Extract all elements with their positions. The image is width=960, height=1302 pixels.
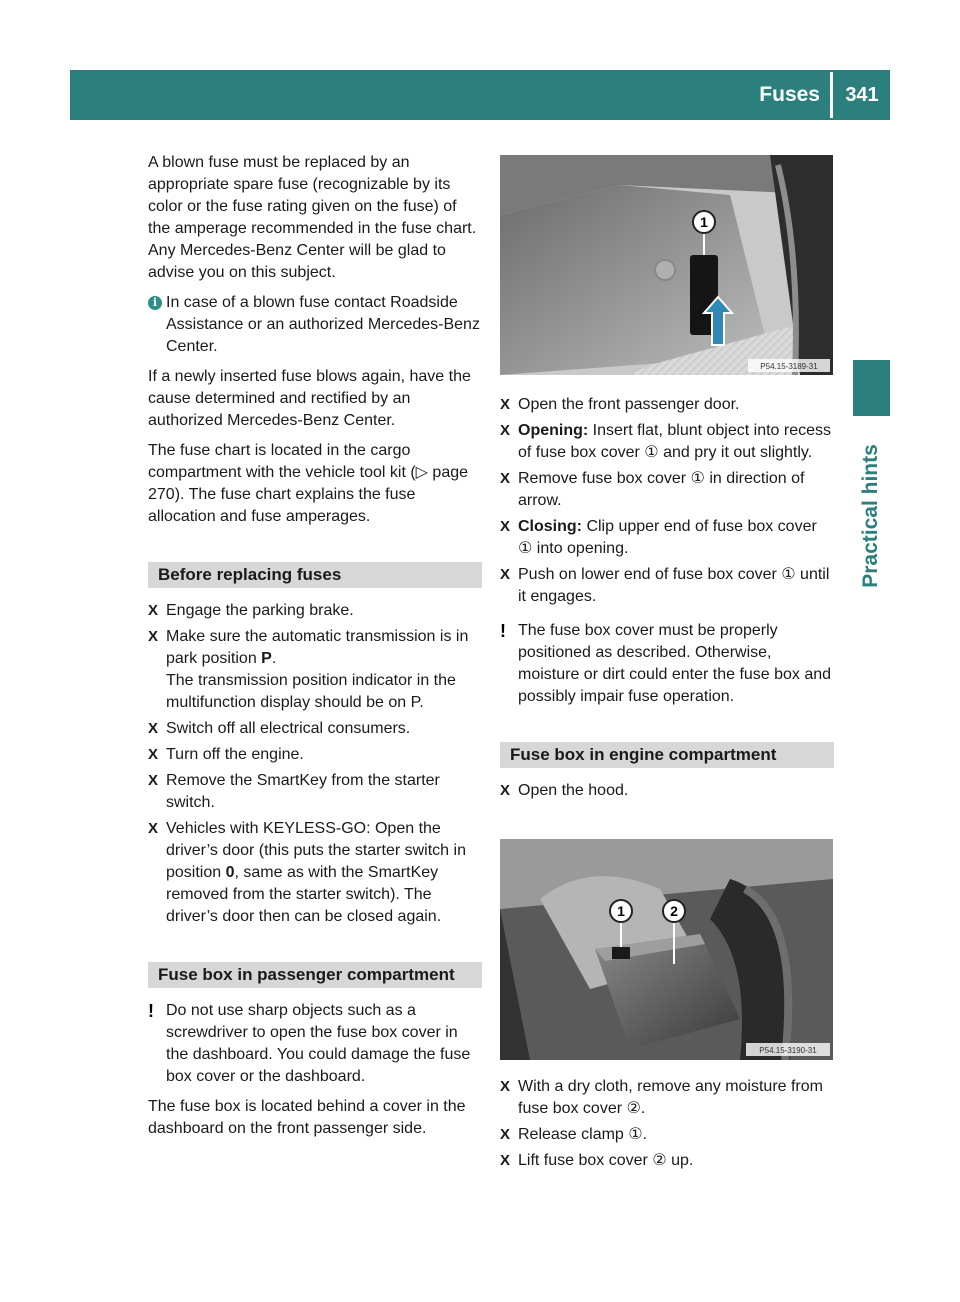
step-emphasis: Closing: bbox=[518, 518, 582, 535]
photo-dashboard-fuse-cover bbox=[500, 155, 833, 375]
step-text: Lift fuse box cover ② up. bbox=[518, 1152, 694, 1169]
heading-before-replacing: Before replacing fuses bbox=[148, 562, 482, 588]
step-item bbox=[500, 1076, 834, 1120]
step-item bbox=[148, 718, 482, 740]
step-marker-icon: X bbox=[500, 396, 511, 413]
side-tab-block bbox=[853, 360, 890, 416]
step-item bbox=[148, 818, 482, 928]
header-bar bbox=[70, 70, 890, 120]
step-marker-icon: X bbox=[500, 518, 511, 535]
step-text: , same as with the SmartKey removed from the starter switch). The driver’s door then can be closed again. bbox=[166, 864, 442, 925]
warning-note-text: Do not use sharp objects such as a screwdriver to open the fuse box cover in the dashboard. You could damage the fuse box cover or the dashboard. bbox=[166, 1002, 471, 1085]
heading-passenger-compartment: Fuse box in passenger compartment bbox=[148, 962, 482, 988]
heading-engine-compartment: Fuse box in engine compartment bbox=[500, 742, 834, 768]
step-emphasis: 0 bbox=[225, 864, 235, 881]
step-text: Release clamp ①. bbox=[518, 1126, 648, 1143]
step-subnote: The transmission position indicator in the multifunction display should be on P. bbox=[166, 672, 456, 711]
callout-2: 2 bbox=[670, 903, 678, 919]
step-item bbox=[148, 600, 482, 622]
side-tab bbox=[853, 416, 890, 616]
info-icon: i bbox=[148, 296, 162, 310]
step-marker-icon: X bbox=[148, 628, 159, 645]
warning-icon: ! bbox=[500, 621, 506, 641]
step-marker-icon: X bbox=[500, 422, 511, 439]
section-title: Fuses bbox=[759, 83, 820, 106]
step-text: Remove the SmartKey from the starter switch. bbox=[166, 772, 440, 811]
step-item bbox=[148, 770, 482, 814]
step-item bbox=[500, 1124, 834, 1146]
step-text: With a dry cloth, remove any moisture from fuse box cover ②. bbox=[518, 1078, 823, 1117]
callout-1: 1 bbox=[700, 214, 708, 230]
step-text: Open the hood. bbox=[518, 782, 629, 799]
info-note bbox=[148, 292, 482, 358]
step-text: Remove fuse box cover ① in direction of arrow. bbox=[518, 470, 805, 509]
step-text: . bbox=[271, 650, 277, 667]
right-column-bottom bbox=[500, 1076, 834, 1176]
page-number: 341 bbox=[845, 84, 879, 106]
warning-note bbox=[148, 1000, 482, 1088]
step-marker-icon: X bbox=[148, 820, 159, 837]
step-item bbox=[500, 1150, 834, 1172]
header-divider bbox=[830, 72, 833, 118]
callout-1: 1 bbox=[617, 903, 625, 919]
step-marker-icon: X bbox=[148, 720, 159, 737]
step-marker-icon: X bbox=[500, 470, 511, 487]
step-marker-icon: X bbox=[500, 1152, 511, 1169]
paragraph-blown-fuse: A blown fuse must be replaced by an appropriate spare fuse (recognizable by its color or the fuse rating given on the fuse) of the amperage recommended in the fuse chart. Any Mercedes-Benz Center will be glad to advise you on this subject. bbox=[148, 154, 477, 281]
step-marker-icon: X bbox=[148, 602, 159, 619]
step-text: Push on lower end of fuse box cover ① until it engages. bbox=[518, 566, 830, 605]
step-item bbox=[148, 626, 482, 714]
step-marker-icon: X bbox=[500, 782, 511, 799]
step-text: Turn off the engine. bbox=[166, 746, 304, 763]
photo-engine-illustration bbox=[500, 839, 833, 1060]
step-marker-icon: X bbox=[500, 566, 511, 583]
step-marker-icon: X bbox=[148, 772, 159, 789]
step-marker-icon: X bbox=[500, 1078, 511, 1095]
photo-dashboard-illustration bbox=[500, 155, 833, 375]
warning-icon: ! bbox=[148, 1001, 154, 1021]
step-item bbox=[500, 780, 834, 802]
right-column bbox=[500, 394, 834, 806]
warning-note bbox=[500, 620, 834, 708]
step-text: Switch off all electrical consumers. bbox=[166, 720, 411, 737]
step-text: Make sure the automatic transmission is in park position bbox=[166, 628, 469, 667]
step-text: Insert flat, blunt object into recess of fuse box cover ① and pry it out slightly. bbox=[518, 422, 832, 461]
step-text: Vehicles with KEYLESS-GO: Open the driver’s door (this puts the starter switch in position bbox=[166, 820, 466, 881]
paragraph-fuse-box-location: The fuse box is located behind a cover in the dashboard on the front passenger side. bbox=[148, 1098, 466, 1137]
step-text: Clip upper end of fuse box cover ① into opening. bbox=[518, 518, 817, 557]
step-item bbox=[500, 468, 834, 512]
photo-engine-fuse-box bbox=[500, 839, 833, 1060]
paragraph-reblown: If a newly inserted fuse blows again, have the cause determined and rectified by an authorized Mercedes-Benz Center. bbox=[148, 368, 471, 429]
step-item bbox=[500, 420, 834, 464]
side-tab-label: Practical hints bbox=[859, 444, 882, 588]
step-emphasis: Opening: bbox=[518, 422, 589, 439]
image-code-1: P54.15-3189-31 bbox=[760, 362, 818, 371]
warning-note-text: The fuse box cover must be properly positioned as described. Otherwise, moisture or dirt could enter the fuse box and possibly impair fuse operation. bbox=[518, 622, 832, 705]
step-item bbox=[148, 744, 482, 766]
step-emphasis: P bbox=[261, 650, 272, 667]
step-item bbox=[500, 564, 834, 608]
left-column bbox=[148, 152, 482, 1148]
info-note-text: In case of a blown fuse contact Roadside Assistance or an authorized Mercedes-Benz Center. bbox=[166, 294, 480, 355]
step-marker-icon: X bbox=[500, 1126, 511, 1143]
image-code-2: P54.15-3190-31 bbox=[759, 1046, 817, 1055]
paragraph-fuse-chart: The fuse chart is located in the cargo compartment with the vehicle tool kit (▷ page 270). The fuse chart explains the fuse allocation and fuse amperages. bbox=[148, 442, 469, 525]
step-text: Open the front passenger door. bbox=[518, 396, 740, 413]
step-text: Engage the parking brake. bbox=[166, 602, 354, 619]
step-item bbox=[500, 394, 834, 416]
step-item bbox=[500, 516, 834, 560]
step-marker-icon: X bbox=[148, 746, 159, 763]
